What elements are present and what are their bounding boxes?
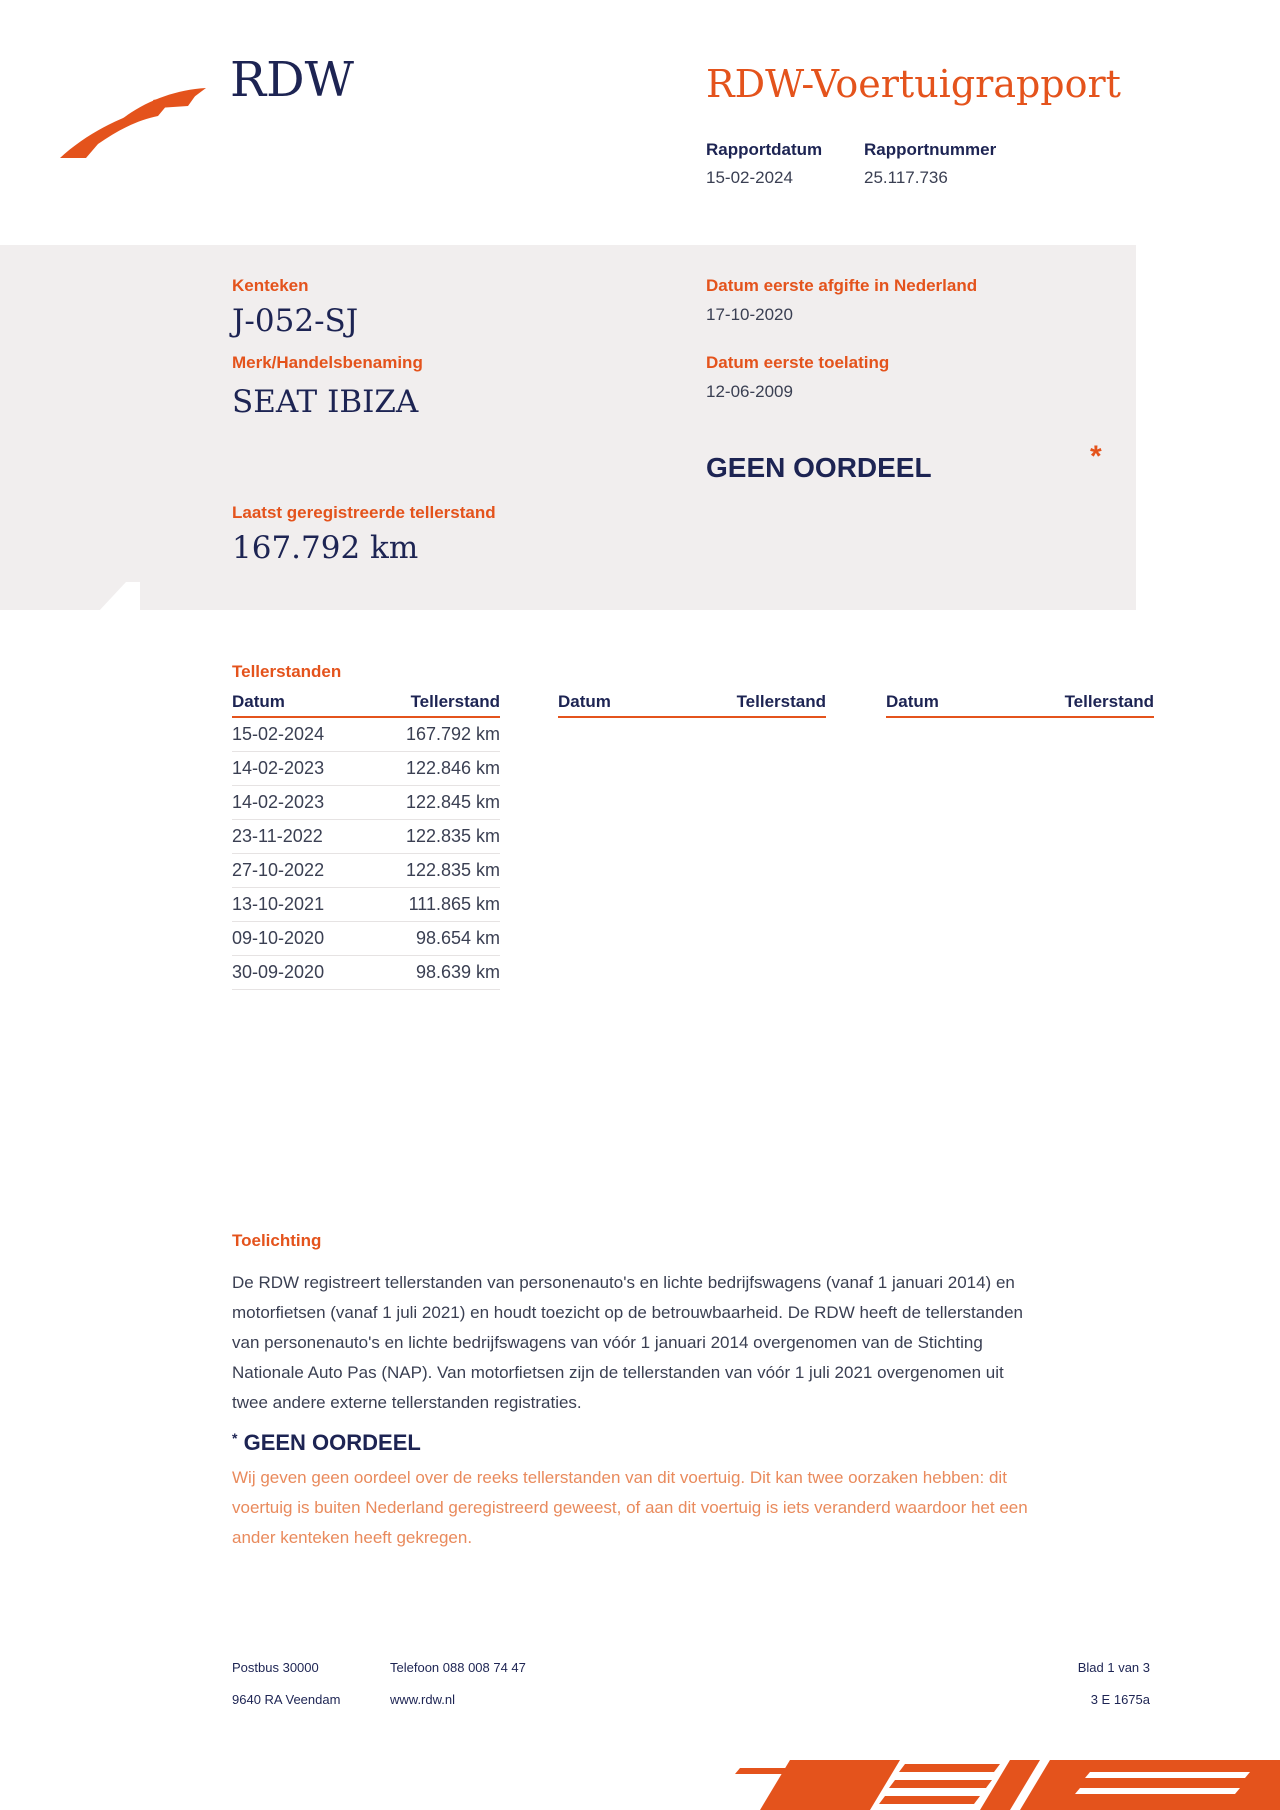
merk-value: SEAT IBIZA: [232, 384, 419, 420]
rapportnummer-value: 25.117.736: [864, 168, 948, 187]
table-row: [232, 888, 500, 922]
note-line: Wij geven geen oordeel over de reeks tellerstanden van dit voertuig. Dit kan twee oorzaken hebben: dit: [232, 1468, 1007, 1487]
col-reading-header: Tellerstand: [365, 692, 500, 717]
row-reading: 98.654 km: [365, 922, 500, 956]
tellerstand-value: 167.792 km: [232, 530, 419, 566]
row-reading: 122.846 km: [365, 752, 500, 786]
note-line: ander kenteken heeft gekregen.: [232, 1528, 473, 1547]
note-heading: [232, 1430, 421, 1456]
footer-postbus: Postbus 30000: [232, 1660, 319, 1675]
row-reading: 122.845 km: [365, 786, 500, 820]
rapportnummer-label: Rapportnummer: [864, 140, 997, 159]
row-reading: 122.835 km: [365, 820, 500, 854]
footer-code: 3 E 1675a: [1090, 1692, 1150, 1707]
afgifte-label: Datum eerste afgifte in Nederland: [706, 276, 978, 295]
col-reading-header: Tellerstand: [658, 692, 826, 717]
explanation-line: De RDW registreert tellerstanden van personenauto's en lichte bedrijfswagens (vanaf 1 januari 2014) en: [232, 1273, 1015, 1292]
decorative-stripes-icon: [730, 1758, 1280, 1810]
row-reading: 111.865 km: [365, 888, 500, 922]
explanation-line: motorfietsen (vanaf 1 juli 2021) en houdt toezicht op de betrouwbaarheid. De RDW heeft de tellerstanden: [232, 1303, 1023, 1322]
note-body: [232, 1463, 1172, 1553]
toelating-label: Datum eerste toelating: [706, 353, 890, 372]
row-reading: 98.639 km: [365, 956, 500, 990]
table-row: [232, 956, 500, 990]
note-marker: *: [232, 1430, 238, 1446]
merk-label: Merk/Handelsbenaming: [232, 353, 423, 372]
explanation-body: [232, 1268, 1162, 1418]
row-date: 09-10-2020: [232, 922, 365, 956]
footer-website[interactable]: www.rdw.nl: [390, 1692, 456, 1707]
row-date: 14-02-2023: [232, 786, 365, 820]
table-row: [232, 854, 500, 888]
table-row: [232, 922, 500, 956]
row-date: 23-11-2022: [232, 820, 365, 854]
row-reading: 122.835 km: [365, 854, 500, 888]
explanation-title: Toelichting: [232, 1231, 322, 1250]
col-date-header: Datum: [886, 692, 986, 717]
table-row: [232, 820, 500, 854]
kenteken-value: J-052-SJ: [232, 303, 359, 339]
odometer-table-2: [558, 692, 826, 718]
footer-phone: Telefoon 088 008 74 47: [390, 1660, 526, 1675]
toelating-value: 12-06-2009: [706, 382, 793, 401]
row-date: 14-02-2023: [232, 752, 365, 786]
table-row: [232, 752, 500, 786]
col-date-header: Datum: [558, 692, 658, 717]
tellerstand-label: Laatst geregistreerde tellerstand: [232, 503, 496, 522]
table-row: [232, 786, 500, 820]
explanation-line: Nationale Auto Pas (NAP). Van motorfietsen zijn de tellerstanden van vóór 1 juli 2021 overgenomen uit: [232, 1363, 1004, 1382]
odometer-table-3: [886, 692, 1154, 718]
row-date: 15-02-2024: [232, 717, 365, 752]
afgifte-value: 17-10-2020: [706, 305, 793, 324]
row-date: 27-10-2022: [232, 854, 365, 888]
footer-page: Blad 1 van 3: [1077, 1660, 1150, 1675]
explanation-line: van personenauto's en lichte bedrijfswagens van vóór 1 januari 2014 overgenomen van de Stichting: [232, 1333, 983, 1352]
kenteken-label: Kenteken: [232, 276, 309, 295]
verdict-marker: *: [1090, 440, 1102, 473]
odometer-section-title: Tellerstanden: [232, 662, 342, 681]
footer-city: 9640 RA Veendam: [232, 1692, 341, 1707]
logo-text: RDW: [230, 52, 354, 108]
odometer-table-1: [232, 692, 500, 990]
col-date-header: Datum: [232, 692, 365, 717]
note-title: GEEN OORDEEL: [243, 1430, 421, 1455]
row-reading: 167.792 km: [365, 717, 500, 752]
rapportdatum-value: 15-02-2024: [706, 168, 793, 187]
row-date: 13-10-2021: [232, 888, 365, 922]
col-reading-header: Tellerstand: [986, 692, 1154, 717]
rdw-logo-icon: [58, 82, 208, 162]
note-line: voertuig is buiten Nederland geregistreerd geweest, of aan dit voertuig is iets veranderd waardoor het een: [232, 1498, 1028, 1517]
vehicle-summary-panel: [0, 245, 1136, 610]
table-row: [232, 717, 500, 752]
verdict-text: GEEN OORDEEL: [706, 452, 932, 483]
report-title: RDW-Voertuigrapport: [706, 62, 1121, 106]
explanation-line: twee andere externe tellerstanden registraties.: [232, 1393, 582, 1412]
rapportdatum-label: Rapportdatum: [706, 140, 823, 159]
row-date: 30-09-2020: [232, 956, 365, 990]
